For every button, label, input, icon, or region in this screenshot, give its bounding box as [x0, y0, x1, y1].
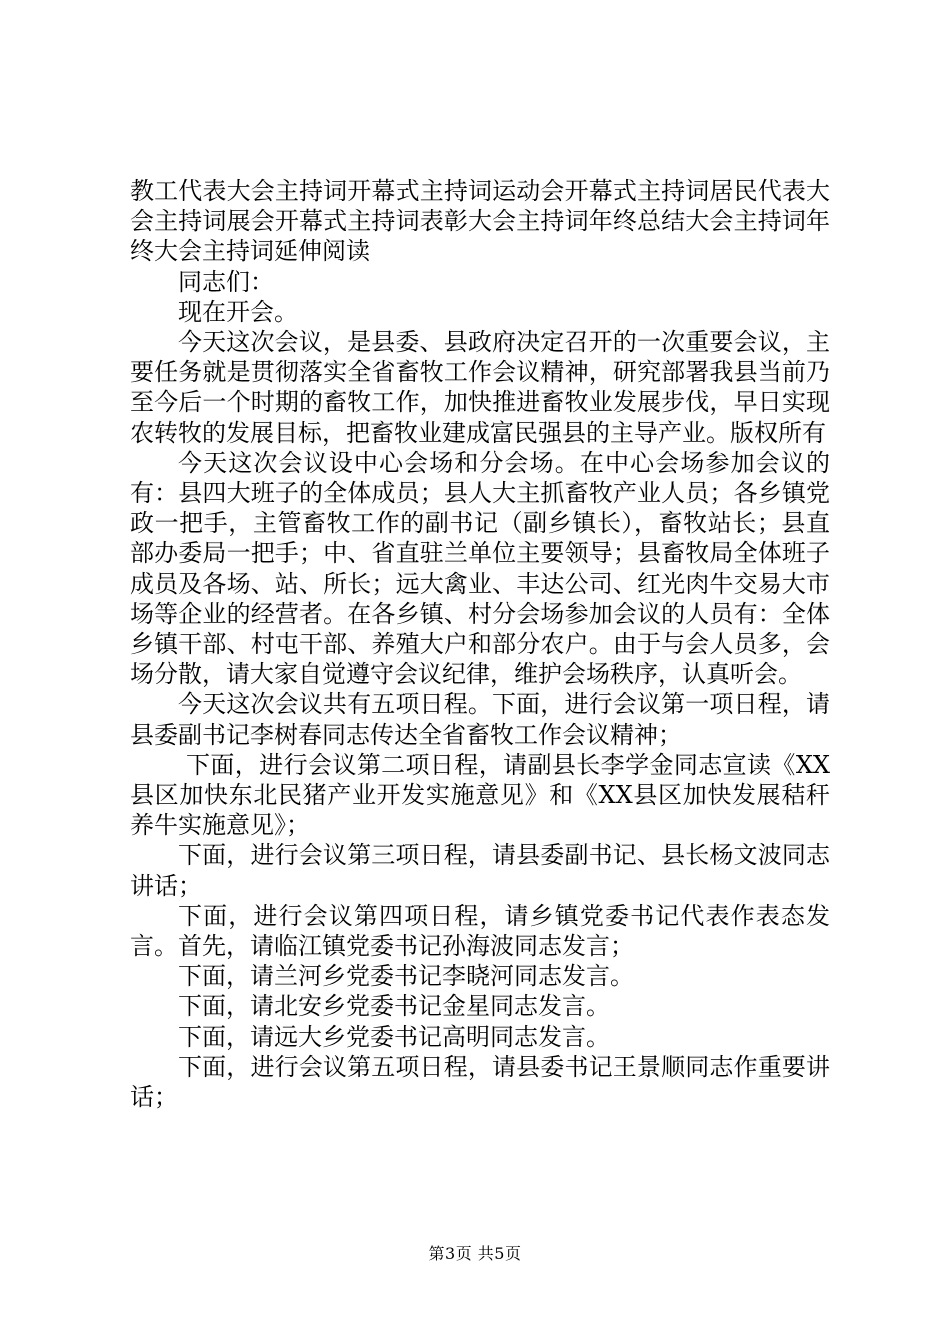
paragraph-related-titles: 教工代表大会主持词开幕式主持词运动会开幕式主持词居民代表大会主持词展会开幕式主持词表彰大会主持词年终总结大会主持词年终大会主持词延伸阅读	[130, 177, 830, 266]
paragraph-salutation: 同志们：	[178, 267, 274, 296]
page-number-footer: 第3页 共5页	[428, 1244, 522, 1263]
paragraph-opening: 现在开会。	[178, 297, 298, 326]
paragraph-agenda-item-3: 下面，进行会议第三项日程，请县委副书记、县长杨文波同志讲话；	[130, 841, 830, 900]
paragraph-speaker-lanhe: 下面，请兰河乡党委书记李晓河同志发言。	[178, 962, 634, 991]
paragraph-agenda-item-1: 今天这次会议共有五项日程。下面，进行会议第一项日程，请县委副书记李树春同志传达全省畜牧工作会议精神；	[130, 690, 830, 749]
paragraph-speaker-beian: 下面，请北安乡党委书记金星同志发言。	[178, 992, 610, 1021]
paragraph-agenda-item-4: 下面，进行会议第四项日程，请乡镇党委书记代表作表态发言。首先，请临江镇党委书记孙海波同志发言；	[130, 901, 830, 961]
paragraph-meeting-purpose: 今天这次会议，是县委、县政府决定召开的一次重要会议，主要任务就是贯彻落实全省畜牧工作会议精神，研究部署我县当前乃至今后一个时期的畜牧工作，加快推进畜牧业发展步伐，早日实现农转牧的发展目标，把畜牧业建成富民强县的主导产业。版权所有	[130, 328, 830, 447]
document-body	[130, 176, 830, 1112]
paragraph-speaker-yuanda: 下面，请远大乡党委书记高明同志发言。	[178, 1022, 610, 1051]
paragraph-attendees: 今天这次会议设中心会场和分会场。在中心会场参加会议的有：县四大班子的全体成员；县人大主抓畜牧产业人员；各乡镇党政一把手，主管畜牧工作的副书记（副乡镇长），畜牧站长；县直部办委局一把手；中、省直驻兰单位主要领导；县畜牧局全体班子成员及各场、站、所长；远大禽业、丰达公司、红光肉牛交易大市场等企业的经营者。在各乡镇、村分会场参加会议的人员有：全体乡镇干部、村屯干部、养殖大户和部分农户。由于与会人员多，会场分散，请大家自觉遵守会议纪律，维护会场秩序，认真听会。	[130, 448, 830, 689]
paragraph-agenda-item-2: 下面，进行会议第二项日程，请副县长李学金同志宣读《XX县区加快东北民猪产业开发实施意见》和《XX县区加快发展秸秆养牛实施意见》；	[130, 750, 830, 840]
paragraph-agenda-item-5: 下面，进行会议第五项日程，请县委书记王景顺同志作重要讲话；	[130, 1052, 830, 1112]
